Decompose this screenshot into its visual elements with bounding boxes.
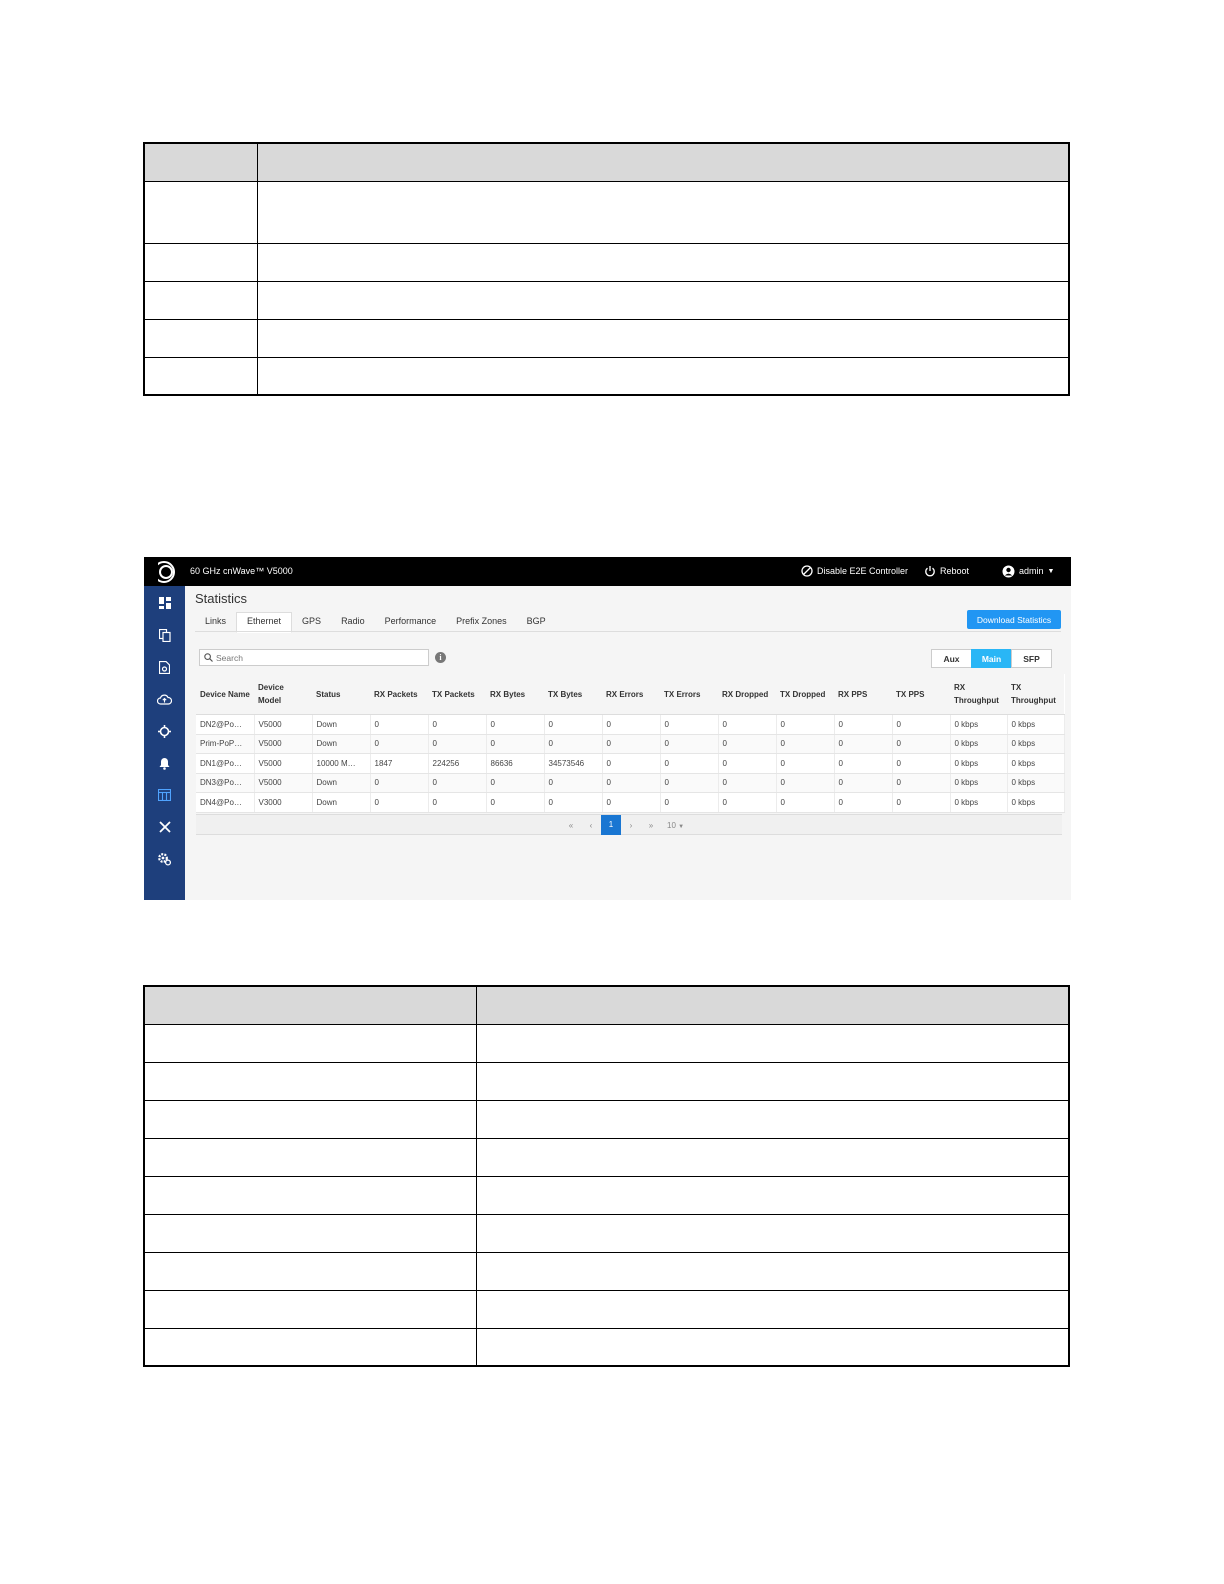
table-cell: 0 [776, 754, 834, 774]
sidebar-item-dashboard[interactable] [144, 592, 185, 614]
ban-icon [801, 565, 813, 577]
doc-table-1-cell [258, 319, 1070, 357]
column-header[interactable]: RX Throughput [950, 674, 1007, 715]
table-cell: 0 kbps [1007, 754, 1064, 774]
table-row[interactable] [196, 773, 1064, 793]
stats-tabs [195, 612, 556, 631]
doc-table-2-cell [144, 1100, 477, 1138]
chevron-down-icon: ▼ [678, 823, 685, 830]
column-header[interactable]: Status [312, 674, 370, 715]
table-cell: 0 [718, 754, 776, 774]
column-header[interactable]: RX Bytes [486, 674, 544, 715]
doc-table-2-cell [144, 1176, 477, 1214]
table-cell: 0 kbps [1007, 715, 1064, 735]
table-cell: 0 [544, 734, 602, 754]
table-cell: 0 [486, 793, 544, 813]
interface-selector [931, 649, 1052, 668]
column-header[interactable]: TX Errors [660, 674, 718, 715]
doc-table-2-cell [477, 1214, 1070, 1252]
doc-table-1-cell [258, 243, 1070, 281]
tabs-divider [195, 631, 1061, 632]
table-cell: 224256 [428, 754, 486, 774]
table-cell: 0 kbps [950, 773, 1007, 793]
table-cell: 0 [834, 793, 892, 813]
table-cell: 0 [834, 734, 892, 754]
table-cell: 0 [660, 773, 718, 793]
doc-table-2-cell [477, 1328, 1070, 1366]
table-header-row [196, 674, 1064, 715]
doc-table-2-header-cell [477, 986, 1070, 1024]
table-cell: 0 [718, 773, 776, 793]
table-cell: 0 [602, 754, 660, 774]
doc-table-1-cell [144, 319, 258, 357]
table-cell: 0 [486, 773, 544, 793]
table-cell: 0 [602, 793, 660, 813]
reboot-label: Reboot [940, 566, 970, 576]
column-header[interactable]: TX Throughput [1007, 674, 1064, 715]
table-cell: 86636 [486, 754, 544, 774]
table-cell: DN4@Po… [196, 793, 254, 813]
sidebar-item-tools[interactable] [144, 720, 185, 742]
doc-table-2-cell [477, 1176, 1070, 1214]
table-cell: 0 [544, 715, 602, 735]
page-title: Statistics [195, 591, 248, 606]
table-cell: 0 [602, 715, 660, 735]
power-icon [924, 565, 936, 577]
settings-icon [157, 852, 172, 866]
sidebar [144, 586, 185, 900]
download-statistics-button[interactable]: Download Statistics [967, 610, 1061, 629]
sidebar-item-statistics[interactable] [144, 784, 185, 806]
table-cell: DN1@Po… [196, 754, 254, 774]
table-cell: 0 [370, 715, 428, 735]
table-cell: 0 [428, 715, 486, 735]
table-cell: DN2@Po… [196, 715, 254, 735]
tab-bgp[interactable]: BGP [526, 616, 546, 626]
doc-table-2-cell [144, 1062, 477, 1100]
app-title: 60 GHz cnWave™ V5000 [190, 566, 293, 576]
table-cell: 0 kbps [950, 754, 1007, 774]
sidebar-item-upgrade[interactable] [144, 688, 185, 710]
last-page-button[interactable]: » [648, 820, 654, 830]
prev-page-button[interactable]: ‹ [589, 820, 593, 830]
table-cell: 0 [776, 793, 834, 813]
table-cell: Down [312, 773, 370, 793]
table-cell: 0 [892, 754, 950, 774]
top-bar [144, 557, 1071, 586]
cambium-logo-icon [152, 560, 176, 584]
table-cell: 0 [544, 793, 602, 813]
sidebar-item-alarms[interactable] [144, 752, 185, 774]
table-cell: V5000 [254, 715, 312, 735]
user-menu[interactable] [1002, 563, 1054, 579]
table-cell: 0 kbps [1007, 773, 1064, 793]
table-cell: V5000 [254, 773, 312, 793]
doc-table-1-cell [144, 181, 258, 243]
table-cell: V5000 [254, 754, 312, 774]
interface-sfp-button[interactable]: SFP [1011, 649, 1052, 668]
table-row[interactable] [196, 715, 1064, 735]
app-screenshot [144, 557, 1071, 900]
tab-gps[interactable]: GPS [302, 616, 322, 626]
table-row[interactable] [196, 734, 1064, 754]
reboot-button[interactable] [924, 563, 969, 579]
column-header[interactable]: TX PPS [892, 674, 950, 715]
table-cell: 0 [428, 734, 486, 754]
doc-table-2-cell [477, 1024, 1070, 1062]
column-header[interactable]: TX Bytes [544, 674, 602, 715]
doc-table-1 [143, 142, 1070, 396]
table-body [196, 715, 1064, 813]
doc-table-1-cell [144, 243, 258, 281]
bell-icon [159, 757, 170, 770]
table-cell: 0 [834, 715, 892, 735]
user-avatar-icon [1002, 565, 1015, 578]
doc-table-2-cell [477, 1062, 1070, 1100]
doc-table-1-cell [144, 357, 258, 395]
table-cell: 0 [776, 773, 834, 793]
table-cell: 0 [428, 793, 486, 813]
table-cell: Down [312, 793, 370, 813]
table-cell: 0 [660, 793, 718, 813]
table-cell: Down [312, 734, 370, 754]
doc-table-1-header-cell [258, 143, 1070, 181]
doc-table-2-cell [477, 1252, 1070, 1290]
tab-ethernet[interactable]: Ethernet [236, 612, 292, 633]
table-cell: 0 [370, 734, 428, 754]
page-size-value: 10 [667, 820, 676, 830]
table-cell: 10000 M… [312, 754, 370, 774]
doc-table-2 [143, 985, 1070, 1367]
info-icon[interactable]: i [435, 652, 446, 663]
tab-prefix-zones[interactable]: Prefix Zones [456, 616, 507, 626]
tab-links[interactable]: Links [205, 616, 227, 626]
tools-icon [159, 821, 171, 833]
doc-table-1-header-cell [144, 143, 258, 181]
sidebar-item-config[interactable] [144, 656, 185, 678]
table-cell: 0 [776, 734, 834, 754]
table-cell: 0 [370, 793, 428, 813]
doc-table-2-header-cell [144, 986, 477, 1024]
page-size-select[interactable] [667, 821, 684, 830]
table-cell: 0 [602, 773, 660, 793]
doc-table-2-cell [144, 1214, 477, 1252]
table-cell: 0 [370, 773, 428, 793]
first-page-button[interactable]: « [568, 820, 574, 830]
crosshair-icon [158, 725, 171, 738]
user-name: admin [1019, 566, 1044, 576]
table-cell: 0 [892, 773, 950, 793]
search-input[interactable] [216, 653, 416, 663]
table-cell: 0 [486, 734, 544, 754]
table-cell: 0 [660, 715, 718, 735]
statistics-icon [158, 789, 171, 801]
main-content [185, 586, 1071, 900]
table-row[interactable] [196, 754, 1064, 774]
doc-table-2-cell [144, 1252, 477, 1290]
doc-table-2-cell [477, 1290, 1070, 1328]
column-header[interactable]: TX Packets [428, 674, 486, 715]
pagination-bar [196, 814, 1062, 835]
doc-table-2-cell [144, 1138, 477, 1176]
column-header[interactable]: RX PPS [834, 674, 892, 715]
cloud-upload-icon [157, 694, 172, 705]
doc-table-2-cell [144, 1290, 477, 1328]
column-header[interactable]: TX Dropped [776, 674, 834, 715]
table-cell: 0 kbps [950, 793, 1007, 813]
column-header[interactable]: Device Model [254, 674, 312, 715]
table-cell: DN3@Po… [196, 773, 254, 793]
table-cell: 0 [718, 715, 776, 735]
column-header[interactable]: RX Dropped [718, 674, 776, 715]
disable-e2e-button[interactable] [801, 563, 908, 579]
table-cell: 0 kbps [950, 734, 1007, 754]
column-header[interactable]: RX Errors [602, 674, 660, 715]
dashboard-icon [159, 597, 171, 609]
disable-e2e-label: Disable E2E Controller [817, 566, 909, 576]
table-cell: 1847 [370, 754, 428, 774]
table-cell: 0 [660, 734, 718, 754]
table-cell: 0 [834, 754, 892, 774]
sidebar-item-settings[interactable] [144, 848, 185, 870]
table-cell: 0 [776, 715, 834, 735]
table-cell: 0 [718, 734, 776, 754]
tab-radio[interactable]: Radio [341, 616, 365, 626]
pagination [561, 815, 684, 835]
table-cell: 0 kbps [950, 715, 1007, 735]
table-cell: 0 [892, 734, 950, 754]
sidebar-item-copy[interactable] [144, 624, 185, 646]
doc-table-1-cell [258, 181, 1070, 243]
interface-aux-button[interactable]: Aux [931, 649, 972, 668]
doc-table-1-cell [258, 281, 1070, 319]
tab-performance[interactable]: Performance [384, 616, 437, 626]
table-cell: 0 [602, 734, 660, 754]
table-cell: V5000 [254, 734, 312, 754]
sidebar-item-maintenance[interactable] [144, 816, 185, 838]
copy-icon [159, 629, 171, 642]
doc-table-2-cell [144, 1024, 477, 1062]
table-cell: 0 [718, 793, 776, 813]
ethernet-stats-table [196, 674, 1065, 813]
doc-table-2-cell [144, 1328, 477, 1366]
table-cell: 0 [660, 754, 718, 774]
interface-main-button[interactable]: Main [971, 649, 1012, 668]
table-cell: Prim-PoP… [196, 734, 254, 754]
document-settings-icon [159, 661, 170, 674]
table-cell: 0 kbps [1007, 734, 1064, 754]
table-cell: Down [312, 715, 370, 735]
page-1-button[interactable]: 1 [601, 815, 621, 835]
doc-table-2-cell [477, 1100, 1070, 1138]
search-icon [204, 653, 213, 662]
next-page-button[interactable]: › [629, 820, 633, 830]
column-header[interactable]: Device Name [196, 674, 254, 715]
table-cell: 34573546 [544, 754, 602, 774]
table-row[interactable] [196, 793, 1064, 813]
table-cell: 0 [428, 773, 486, 793]
table-cell: 0 [892, 715, 950, 735]
column-header[interactable]: RX Packets [370, 674, 428, 715]
doc-table-1-cell [258, 357, 1070, 395]
table-cell: 0 [834, 773, 892, 793]
table-cell: 0 [486, 715, 544, 735]
chevron-down-icon: ▼ [1047, 567, 1055, 575]
doc-table-2-cell [477, 1138, 1070, 1176]
doc-table-1-cell [144, 281, 258, 319]
table-cell: 0 [892, 793, 950, 813]
table-cell: 0 [544, 773, 602, 793]
table-cell: V3000 [254, 793, 312, 813]
table-cell: 0 kbps [1007, 793, 1064, 813]
search-box [199, 649, 429, 666]
